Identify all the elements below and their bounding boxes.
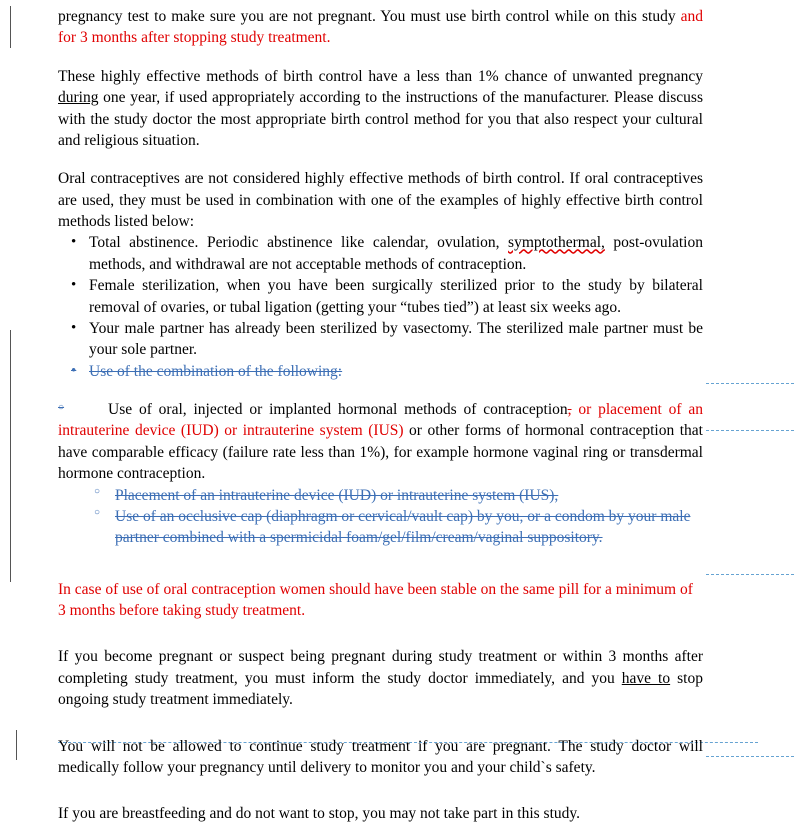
paragraph-1-black-text: pregnancy test to make sure you are not pregnant. You must use birth control while on this study [58, 8, 681, 25]
deleted-bullet-text: Use of the combination of the following: [89, 362, 343, 380]
paragraph-oral-contraceptives: Oral contraceptives are not considered highly effective methods of birth control. If oral contraceptives are used, they must be used in combination with one of the examples of highly effective birth control methods listed below: [58, 170, 703, 230]
sub-bullet-2-text: Use of an occlusive cap (diaphragm or cervical/vault cap) by you, or a condom by your male partner combined with a spermicidal foam/gel/film/cream/vaginal suppository. [115, 507, 691, 547]
list-item-total-abstinence [58, 232, 703, 275]
change-bar-middle [10, 330, 11, 582]
paragraph-1-inserted-text: and for 3 months after stopping study treatment. [58, 8, 703, 47]
document-text-body [58, 6, 703, 825]
paragraph-hormonal-methods [58, 399, 703, 485]
paragraph-2-text-a: These highly effective methods of birth control have a less than 1% chance of unwanted pregnancy [58, 67, 703, 85]
comment-connector-2 [706, 430, 794, 431]
deleted-sub-bullet-list [58, 485, 703, 549]
paragraph-2-underlined-word: during [58, 89, 99, 107]
comment-connector-1 [706, 383, 794, 384]
tail-1-underlined-words: have to [621, 669, 671, 687]
bullet-1-text-pre: Total abstinence. Periodic abstinence like calendar, ovulation, [89, 234, 509, 252]
change-bar-top [10, 6, 11, 48]
hollow-para-struck-comma: , [567, 401, 572, 418]
comment-connector-5 [706, 756, 794, 757]
paragraph-2-text-c: one year, if used appropriately according to the instructions of the manufacturer. Please discuss with the study doctor the most appropriate birth control method for you that also respect your cultural and religious situation. [58, 89, 703, 149]
sub-list-item-occlusive-cap [58, 506, 703, 549]
bullet-1-text-post: post-ovulation methods, and withdrawal are not acceptable methods of contraception. [89, 234, 703, 273]
hollow-para-text-c: or other forms of hormonal contraception that have comparable efficacy (failure rate less than 1%), for example hormone vaginal ring or transdermal hormone contraception. [58, 422, 703, 483]
tail-1-text-a: If you become pregnant or suspect being pregnant during study treatment or within 3 months after completing study treatment, you must inform the study doctor immediately, and you [58, 648, 703, 687]
list-item-female-sterilization: • Female sterilization, when you have been surgically sterilized prior to the study by bilateral removal of ovaries, or tubal ligation (getting your “tubes tied”) at least six weeks ago. [58, 275, 703, 318]
paragraph-effective-methods [58, 66, 703, 152]
bullet-1-spellcheck-word: symptothermal, [508, 234, 605, 252]
birth-control-methods-list [58, 232, 703, 382]
paragraph-pregnancy-test [58, 6, 703, 49]
paragraph-not-allowed-continue: You will not be allowed to continue study treatment if you are pregnant. The study doctor will medically follow your pregnancy until delivery to monitor you and your child`s safety. [58, 737, 703, 776]
sub-list-item-iud [58, 485, 703, 506]
paragraph-breastfeeding: If you are breastfeeding and do not want to stop, you may not take part in this study. [58, 805, 581, 823]
paragraph-become-pregnant [58, 646, 703, 710]
hollow-para-text-a: Use of oral, injected or implanted hormonal methods of contraception [108, 401, 568, 418]
list-item-male-partner-vasectomy: • Your male partner has already been sterilized by vasectomy. The sterilized male partner must be your sole partner. [58, 318, 703, 361]
sub-bullet-1-text: Placement of an intrauterine device (IUD) or intrauterine system (IUS), [115, 486, 559, 504]
tail-1-text-c: stop ongoing study treatment immediately. [58, 669, 703, 709]
comment-connector-3 [706, 574, 794, 575]
change-bar-bottom [16, 730, 17, 760]
list-item-deleted-combination [58, 361, 703, 382]
paragraph-inserted-oral-contraception: In case of use of oral contraception women should have been stable on the same pill for a minimum of 3 months before taking study treatment. [58, 580, 693, 619]
hollow-para-inserted-text: or placement of an intrauterine device (IUD) or intrauterine system (IUS) [58, 401, 703, 440]
hollow-bullet-icon: ○ [58, 402, 65, 413]
